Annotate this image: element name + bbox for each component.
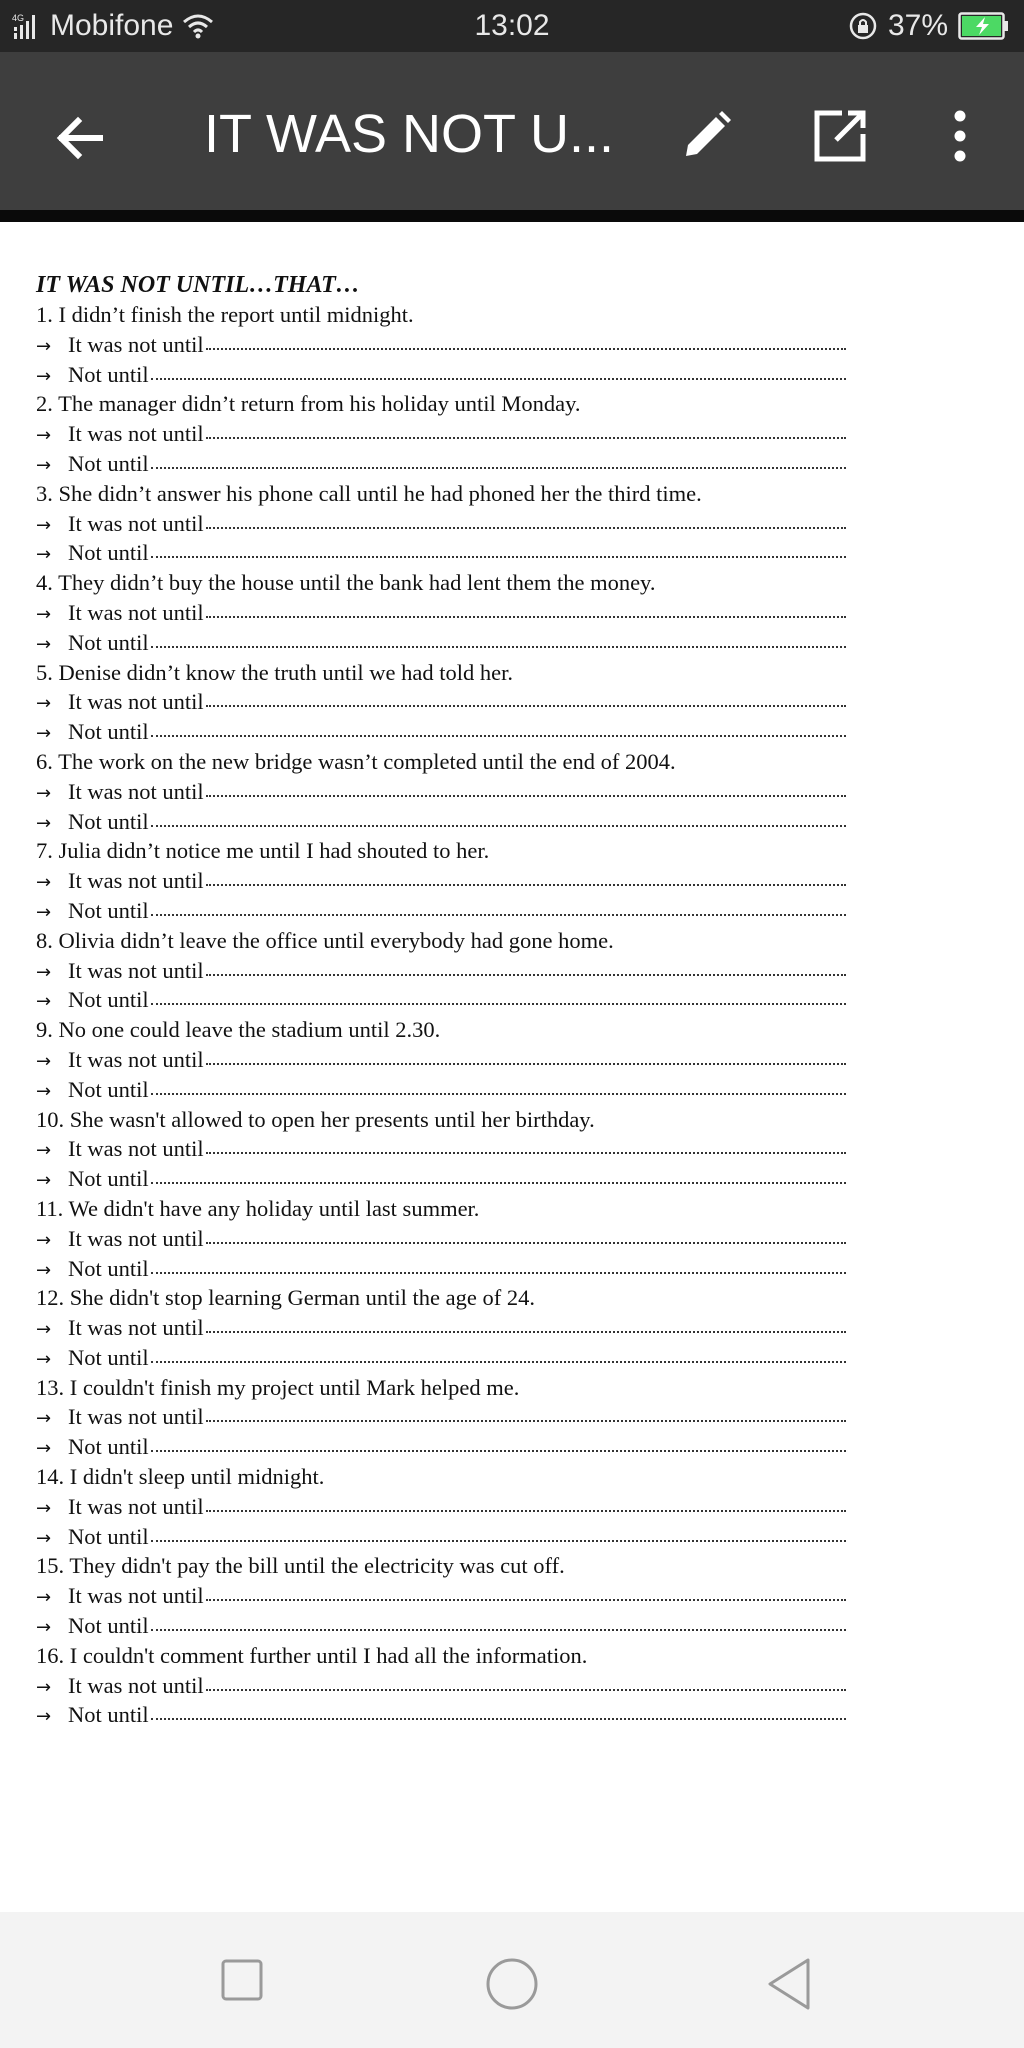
answer-blank [206, 956, 846, 976]
answer-blank [151, 807, 846, 827]
more-vert-icon [945, 108, 975, 164]
arrow-icon: → [36, 1050, 52, 1072]
answer-blank [151, 628, 846, 648]
answer-line-it-was-not-until [36, 1402, 846, 1432]
answer-blank [206, 598, 846, 618]
answer-prompt: It was not until [68, 599, 204, 625]
answer-prompt: Not until [68, 1344, 149, 1370]
answer-line-not-until [36, 985, 846, 1015]
arrow-icon: → [36, 1706, 52, 1728]
arrow-icon: → [36, 1617, 52, 1639]
exercise-heading: IT WAS NOT UNTIL…THAT… [36, 272, 360, 298]
answer-blank [206, 1581, 846, 1601]
arrow-icon: → [36, 693, 52, 715]
answer-blank [206, 1402, 846, 1422]
answer-blank [206, 1492, 846, 1512]
exercise-item [36, 658, 846, 747]
nav-back-button[interactable] [760, 1954, 820, 2014]
answer-blank [151, 896, 846, 916]
answer-blank [206, 1134, 846, 1154]
answer-prompt: It was not until [68, 331, 204, 357]
battery-charging-icon [958, 12, 1010, 40]
more-options-button[interactable] [924, 100, 996, 172]
exercise-item [36, 479, 846, 568]
answer-blank [151, 717, 846, 737]
document-page [36, 270, 846, 1730]
answer-blank [151, 1522, 846, 1542]
arrow-icon: → [36, 514, 52, 536]
exercise-item [36, 1462, 846, 1551]
answer-line-it-was-not-until [36, 1224, 846, 1254]
arrow-icon: → [36, 365, 52, 387]
answer-prompt: It was not until [68, 778, 204, 804]
exercise-item [36, 389, 846, 478]
app-bar [0, 52, 1024, 210]
answer-line-it-was-not-until [36, 509, 846, 539]
system-nav-bar [0, 1912, 1024, 2048]
answer-prompt: Not until [68, 987, 149, 1013]
exercise-sentence: 11. We didn't have any holiday until last summer. [36, 1195, 480, 1221]
answer-prompt: It was not until [68, 1583, 204, 1609]
answer-blank [206, 866, 846, 886]
exercise-sentence: 6. The work on the new bridge wasn’t completed until the end of 2004. [36, 748, 676, 774]
exercise-item [36, 1105, 846, 1194]
answer-line-not-until [36, 1164, 846, 1194]
answer-line-it-was-not-until [36, 1134, 846, 1164]
carrier-name: Mobifone [50, 9, 174, 42]
answer-blank [206, 509, 846, 529]
answer-prompt: It was not until [68, 1136, 204, 1162]
answer-line-not-until [36, 1700, 846, 1730]
answer-blank [151, 1254, 846, 1274]
answer-blank [151, 1700, 846, 1720]
edit-button[interactable] [670, 100, 742, 172]
arrow-icon: → [36, 633, 52, 655]
exercise-item [36, 1551, 846, 1640]
answer-blank [206, 1224, 846, 1244]
answer-line-not-until [36, 1432, 846, 1462]
exercise-sentence: 3. She didn’t answer his phone call until he had phoned her the third time. [36, 480, 702, 506]
answer-line-not-until [36, 628, 846, 658]
status-bar [0, 0, 1024, 52]
exercise-sentence: 1. I didn’t finish the report until midnight. [36, 302, 414, 327]
answer-line-not-until [36, 1075, 846, 1105]
answer-line-it-was-not-until [36, 956, 846, 986]
answer-prompt: It was not until [68, 1404, 204, 1430]
exercise-sentence: 4. They didn’t buy the house until the bank had lent them the money. [36, 570, 656, 596]
answer-prompt: It was not until [68, 510, 204, 536]
exercise-item [36, 926, 846, 1015]
answer-prompt: Not until [68, 719, 149, 745]
answer-prompt: It was not until [68, 868, 204, 894]
arrow-icon: → [36, 961, 52, 983]
answer-prompt: It was not until [68, 1672, 204, 1698]
answer-prompt: It was not until [68, 1046, 204, 1072]
answer-blank [151, 1164, 846, 1184]
answer-blank [206, 777, 846, 797]
answer-blank [151, 1432, 846, 1452]
exercise-item [36, 1015, 846, 1104]
answer-line-it-was-not-until [36, 1581, 846, 1611]
answer-line-it-was-not-until [36, 687, 846, 717]
answer-line-it-was-not-until [36, 777, 846, 807]
answer-blank [151, 1075, 846, 1095]
svg-text:4G: 4G [12, 13, 25, 23]
arrow-icon: → [36, 1348, 52, 1370]
arrow-icon: → [36, 454, 52, 476]
answer-line-it-was-not-until [36, 419, 846, 449]
arrow-icon: → [36, 1438, 52, 1460]
arrow-icon: → [36, 782, 52, 804]
answer-line-not-until [36, 1522, 846, 1552]
rotation-lock-icon [848, 11, 878, 41]
arrow-icon: → [36, 1497, 52, 1519]
exercise-sentence: 16. I couldn't comment further until I had all the information. [36, 1642, 588, 1668]
arrow-icon: → [36, 1587, 52, 1609]
answer-line-not-until [36, 538, 846, 568]
answer-blank [151, 1343, 846, 1363]
document-title: IT WAS NOT U... [204, 104, 615, 164]
answer-blank [206, 1671, 846, 1691]
exercise-sentence: 13. I couldn't finish my project until Mark helped me. [36, 1374, 520, 1400]
exercise-sentence: 2. The manager didn’t return from his holiday until Monday. [36, 391, 581, 417]
answer-prompt: Not until [68, 1166, 149, 1192]
answer-blank [206, 1313, 846, 1333]
exercise-item [36, 1283, 846, 1372]
arrow-icon: → [36, 603, 52, 625]
arrow-icon: → [36, 1319, 52, 1341]
answer-line-it-was-not-until [36, 330, 846, 360]
answer-prompt: It was not until [68, 1225, 204, 1251]
back-button[interactable] [44, 102, 116, 174]
arrow-icon: → [36, 1527, 52, 1549]
answer-prompt: Not until [68, 897, 149, 923]
exercise-sentence: 8. Olivia didn’t leave the office until everybody had gone home. [36, 927, 614, 953]
answer-line-not-until [36, 1343, 846, 1373]
exercise-item [36, 568, 846, 657]
answer-line-not-until [36, 896, 846, 926]
answer-line-it-was-not-until [36, 1492, 846, 1522]
exercise-sentence: 7. Julia didn’t notice me until I had shouted to her. [36, 838, 490, 864]
answer-prompt: Not until [68, 1255, 149, 1281]
recents-square-icon [220, 1958, 264, 2002]
arrow-icon: → [36, 1170, 52, 1192]
exercise-sentence: 9. No one could leave the stadium until 2.30. [36, 1017, 441, 1043]
back-arrow-icon [52, 110, 108, 166]
exercise-sentence: 10. She wasn't allowed to open her presents until her birthday. [36, 1106, 595, 1132]
exercise-item [36, 300, 846, 389]
answer-prompt: Not until [68, 808, 149, 834]
answer-prompt: Not until [68, 629, 149, 655]
answer-prompt: Not until [68, 1076, 149, 1102]
arrow-icon: → [36, 991, 52, 1013]
answer-blank [206, 330, 846, 350]
answer-prompt: It was not until [68, 421, 204, 447]
exercise-sentence: 14. I didn't sleep until midnight. [36, 1464, 325, 1490]
back-triangle-icon [764, 1956, 816, 2012]
arrow-icon: → [36, 1676, 52, 1698]
answer-prompt: Not until [68, 540, 149, 566]
home-circle-icon [484, 1956, 540, 2012]
answer-line-not-until [36, 449, 846, 479]
exercise-sentence: 12. She didn't stop learning German until the age of 24. [36, 1285, 535, 1311]
answer-blank [151, 360, 846, 380]
answer-line-not-until [36, 360, 846, 390]
exercise-item [36, 1641, 846, 1730]
answer-line-it-was-not-until [36, 1313, 846, 1343]
answer-prompt: Not until [68, 361, 149, 387]
answer-line-not-until [36, 1611, 846, 1641]
exercise-item [36, 1373, 846, 1462]
battery-percent: 37% [887, 9, 948, 42]
status-time: 13:02 [474, 9, 550, 42]
answer-line-not-until [36, 807, 846, 837]
answer-prompt: It was not until [68, 957, 204, 983]
exercise-sentence: 15. They didn't pay the bill until the electricity was cut off. [36, 1553, 565, 1579]
answer-blank [151, 1611, 846, 1631]
answer-line-not-until [36, 1254, 846, 1284]
arrow-icon: → [36, 901, 52, 923]
answer-prompt: Not until [68, 1613, 149, 1639]
status-right [848, 0, 1010, 52]
answer-prompt: Not until [68, 1702, 149, 1728]
app-bar-divider [0, 210, 1024, 222]
arrow-icon: → [36, 872, 52, 894]
answer-blank [206, 419, 846, 439]
open-external-button[interactable] [804, 100, 876, 172]
recents-button[interactable] [216, 1952, 268, 2008]
arrow-icon: → [36, 1229, 52, 1251]
exercise-list [36, 300, 846, 1730]
answer-blank [151, 985, 846, 1005]
answer-prompt: Not until [68, 1523, 149, 1549]
arrow-icon: → [36, 1140, 52, 1162]
exercise-item [36, 836, 846, 925]
pencil-icon [678, 108, 734, 164]
answer-blank [151, 449, 846, 469]
answer-prompt: It was not until [68, 1315, 204, 1341]
answer-line-it-was-not-until [36, 1045, 846, 1075]
arrow-icon: → [36, 425, 52, 447]
exercise-sentence: 5. Denise didn’t know the truth until we had told her. [36, 659, 514, 685]
arrow-icon: → [36, 812, 52, 834]
home-button[interactable] [482, 1954, 542, 2014]
answer-prompt: It was not until [68, 1493, 204, 1519]
answer-prompt: Not until [68, 1434, 149, 1460]
arrow-icon: → [36, 1259, 52, 1281]
answer-line-it-was-not-until [36, 866, 846, 896]
arrow-icon: → [36, 544, 52, 566]
arrow-icon: → [36, 335, 52, 357]
exercise-item [36, 1194, 846, 1283]
open-external-icon [812, 108, 868, 164]
answer-blank [206, 1045, 846, 1065]
exercise-item [36, 747, 846, 836]
answer-line-not-until [36, 717, 846, 747]
answer-blank [151, 538, 846, 558]
arrow-icon: → [36, 723, 52, 745]
arrow-icon: → [36, 1080, 52, 1102]
answer-blank [206, 687, 846, 707]
answer-line-it-was-not-until [36, 598, 846, 628]
answer-prompt: It was not until [68, 689, 204, 715]
arrow-icon: → [36, 1408, 52, 1430]
answer-line-it-was-not-until [36, 1671, 846, 1701]
answer-prompt: Not until [68, 450, 149, 476]
